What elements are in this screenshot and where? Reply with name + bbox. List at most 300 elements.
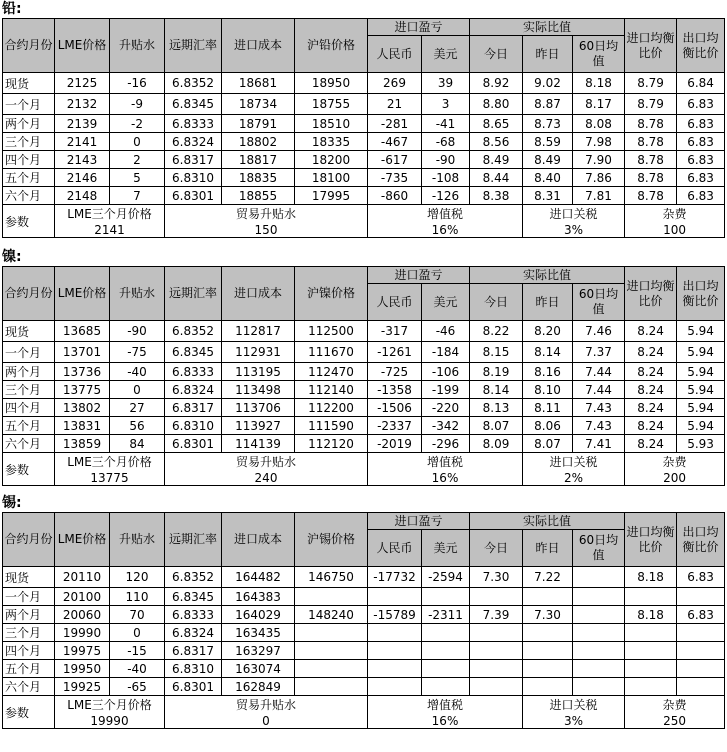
param-trade-premium-value: 240 (165, 470, 368, 486)
param-vat-label: 增值税 (368, 453, 523, 471)
table-cell: 13831 (55, 417, 110, 435)
col-rmb: 人民币 (368, 530, 422, 567)
col-usd: 美元 (422, 284, 470, 321)
col-yesterday: 昨日 (523, 36, 573, 73)
param-lme3m-value: 19990 (55, 713, 165, 729)
table-cell: 13685 (55, 321, 110, 342)
table-cell: 111590 (295, 417, 368, 435)
param-trade-premium-label: 贸易升贴水 (165, 453, 368, 471)
table-cell: 8.79 (625, 94, 677, 115)
table-cell: 39 (422, 73, 470, 94)
table-cell: 164029 (222, 606, 295, 624)
table-cell: -2337 (368, 417, 422, 435)
table-cell: 5.94 (677, 399, 725, 417)
table-cell: 6.8333 (165, 606, 222, 624)
col-actual-ratio: 实际比值 (470, 19, 625, 36)
col-export-parity: 出口均衡比价 (677, 513, 725, 567)
table-cell: 8.79 (625, 73, 677, 94)
table-cell: 7.46 (573, 321, 625, 342)
table-cell: -40 (110, 660, 165, 678)
param-misc-label: 杂费 (625, 696, 725, 714)
table-cell: -860 (368, 187, 422, 205)
table-cell: 5.94 (677, 381, 725, 399)
col-forward-rate: 远期汇率 (165, 513, 222, 567)
row-contract-month: 三个月 (3, 133, 55, 151)
table-cell (295, 624, 368, 642)
col-contract: 合约月份 (3, 19, 55, 73)
param-trade-premium-value: 0 (165, 713, 368, 729)
table-cell: -17732 (368, 567, 422, 588)
table-cell: 6.8310 (165, 169, 222, 187)
price-table (2, 512, 725, 729)
col-export-parity: 出口均衡比价 (677, 267, 725, 321)
row-contract-month: 四个月 (3, 151, 55, 169)
table-cell: 163435 (222, 624, 295, 642)
table-row (3, 435, 725, 453)
table-cell: 6.83 (677, 115, 725, 133)
table-cell: 3 (422, 94, 470, 115)
row-contract-month: 五个月 (3, 169, 55, 187)
table-row (3, 342, 725, 363)
table-row (3, 567, 725, 588)
table-cell: 18835 (222, 169, 295, 187)
table-cell: 8.07 (523, 435, 573, 453)
table-cell: 8.49 (470, 151, 523, 169)
table-cell: 2139 (55, 115, 110, 133)
table-row (3, 624, 725, 642)
table-cell: 6.83 (677, 187, 725, 205)
table-cell: 2146 (55, 169, 110, 187)
row-contract-month: 现货 (3, 321, 55, 342)
params-label: 参数 (3, 205, 55, 238)
table-cell: -2311 (422, 606, 470, 624)
table-cell: 6.8301 (165, 435, 222, 453)
table-cell (677, 660, 725, 678)
table-cell: 8.24 (625, 381, 677, 399)
col-import-parity: 进口均衡比价 (625, 513, 677, 567)
row-contract-month: 现货 (3, 73, 55, 94)
table-row (3, 642, 725, 660)
table-cell (573, 588, 625, 606)
param-misc-value: 100 (625, 222, 725, 238)
table-cell: 8.87 (523, 94, 573, 115)
table-cell: 0 (110, 624, 165, 642)
table-cell: 6.8317 (165, 642, 222, 660)
table-cell: 8.59 (523, 133, 573, 151)
table-cell: 6.8324 (165, 624, 222, 642)
table-cell: 8.73 (523, 115, 573, 133)
table-cell: 6.83 (677, 151, 725, 169)
table-cell: 18755 (295, 94, 368, 115)
table-cell: 8.40 (523, 169, 573, 187)
table-cell: 112817 (222, 321, 295, 342)
table-cell: -220 (422, 399, 470, 417)
table-cell: 70 (110, 606, 165, 624)
table-cell: 113498 (222, 381, 295, 399)
table-cell: 18791 (222, 115, 295, 133)
table-row (3, 115, 725, 133)
table-cell: 13736 (55, 363, 110, 381)
table-cell: 18200 (295, 151, 368, 169)
table-cell (523, 660, 573, 678)
table-cell (470, 678, 523, 696)
table-cell: -15789 (368, 606, 422, 624)
col-lme-price: LME价格 (55, 513, 110, 567)
col-contract: 合约月份 (3, 513, 55, 567)
table-row (3, 169, 725, 187)
table-cell: 6.8310 (165, 660, 222, 678)
table-cell: 6.8317 (165, 399, 222, 417)
metal-section-0 (0, 0, 727, 238)
param-misc-value: 250 (625, 713, 725, 729)
table-cell: 19925 (55, 678, 110, 696)
table-cell: 8.13 (470, 399, 523, 417)
table-cell: 8.31 (523, 187, 573, 205)
param-misc-label: 杂费 (625, 205, 725, 223)
table-cell: 8.44 (470, 169, 523, 187)
table-cell: 5 (110, 169, 165, 187)
table-cell: 7.30 (523, 606, 573, 624)
param-lme3m-label: LME三个月价格 (55, 205, 165, 223)
param-vat-value: 16% (368, 713, 523, 729)
col-avg60: 60日均值 (573, 284, 625, 321)
price-table (2, 18, 725, 238)
table-cell (422, 642, 470, 660)
metal-title: 锡: (2, 495, 22, 511)
table-cell: 6.8324 (165, 133, 222, 151)
table-cell: 7.98 (573, 133, 625, 151)
table-cell (625, 660, 677, 678)
table-cell: 5.94 (677, 342, 725, 363)
table-cell (625, 624, 677, 642)
table-cell: -41 (422, 115, 470, 133)
table-cell (368, 624, 422, 642)
table-cell: 164383 (222, 588, 295, 606)
table-cell: 6.84 (677, 73, 725, 94)
table-cell: 162849 (222, 678, 295, 696)
table-cell: -90 (110, 321, 165, 342)
table-cell (573, 678, 625, 696)
row-contract-month: 六个月 (3, 435, 55, 453)
col-import-cost: 进口成本 (222, 19, 295, 73)
table-cell: 8.20 (523, 321, 573, 342)
table-cell: 6.8345 (165, 94, 222, 115)
table-cell: 7.81 (573, 187, 625, 205)
table-cell (422, 588, 470, 606)
table-cell (368, 678, 422, 696)
table-cell: 8.18 (573, 73, 625, 94)
table-cell (677, 678, 725, 696)
table-cell: 18100 (295, 169, 368, 187)
param-trade-premium-value: 150 (165, 222, 368, 238)
params-label: 参数 (3, 453, 55, 486)
table-cell: 18510 (295, 115, 368, 133)
table-cell: 5.94 (677, 321, 725, 342)
col-today: 今日 (470, 36, 523, 73)
table-cell: 112470 (295, 363, 368, 381)
table-cell: 7.44 (573, 381, 625, 399)
table-cell (523, 642, 573, 660)
table-cell: 8.18 (625, 606, 677, 624)
table-cell: 8.78 (625, 169, 677, 187)
param-misc-label: 杂费 (625, 453, 725, 471)
table-cell: 6.8345 (165, 342, 222, 363)
col-today: 今日 (470, 530, 523, 567)
table-cell: 8.24 (625, 435, 677, 453)
table-cell: -2594 (422, 567, 470, 588)
table-cell: -317 (368, 321, 422, 342)
param-import-tariff-value: 2% (523, 470, 625, 486)
table-cell: 7.39 (470, 606, 523, 624)
col-sh-price: 沪镍价格 (295, 267, 368, 321)
table-cell: 6.8333 (165, 363, 222, 381)
table-cell: 8.06 (523, 417, 573, 435)
table-cell: 112120 (295, 435, 368, 453)
table-row (3, 660, 725, 678)
table-cell: 0 (110, 381, 165, 399)
table-cell: 21 (368, 94, 422, 115)
table-cell (470, 660, 523, 678)
table-cell: 8.80 (470, 94, 523, 115)
table-cell: 7.90 (573, 151, 625, 169)
table-cell: 114139 (222, 435, 295, 453)
table-row (3, 363, 725, 381)
table-cell (573, 606, 625, 624)
param-vat-value: 16% (368, 222, 523, 238)
col-avg60: 60日均值 (573, 530, 625, 567)
table-cell: 8.78 (625, 133, 677, 151)
table-cell: 112200 (295, 399, 368, 417)
table-cell: 7.30 (470, 567, 523, 588)
table-cell: -2019 (368, 435, 422, 453)
table-cell: 7.37 (573, 342, 625, 363)
col-contract: 合约月份 (3, 267, 55, 321)
table-cell: 18734 (222, 94, 295, 115)
table-row (3, 678, 725, 696)
table-cell: 2 (110, 151, 165, 169)
table-cell: 7.41 (573, 435, 625, 453)
col-premium: 升贴水 (110, 513, 165, 567)
table-cell: 6.83 (677, 133, 725, 151)
table-cell (523, 678, 573, 696)
table-row (3, 588, 725, 606)
table-cell: -75 (110, 342, 165, 363)
table-cell: 6.8352 (165, 321, 222, 342)
row-contract-month: 两个月 (3, 606, 55, 624)
table-cell: 6.83 (677, 567, 725, 588)
table-cell (368, 588, 422, 606)
table-cell: 18802 (222, 133, 295, 151)
col-rmb: 人民币 (368, 284, 422, 321)
table-cell: 5.93 (677, 435, 725, 453)
table-row (3, 321, 725, 342)
table-cell: 8.38 (470, 187, 523, 205)
table-cell: 6.8301 (165, 678, 222, 696)
col-import-parity: 进口均衡比价 (625, 267, 677, 321)
table-cell: -199 (422, 381, 470, 399)
param-import-tariff-value: 3% (523, 713, 625, 729)
table-cell: 8.22 (470, 321, 523, 342)
table-cell (368, 642, 422, 660)
table-row (3, 417, 725, 435)
table-cell (625, 588, 677, 606)
table-cell (295, 678, 368, 696)
table-cell: 8.14 (470, 381, 523, 399)
table-cell (677, 642, 725, 660)
col-import-pl: 进口盈亏 (368, 19, 470, 36)
table-cell: 19975 (55, 642, 110, 660)
row-contract-month: 四个月 (3, 642, 55, 660)
table-cell: 148240 (295, 606, 368, 624)
table-cell: 2148 (55, 187, 110, 205)
table-cell: -108 (422, 169, 470, 187)
table-row (3, 151, 725, 169)
table-cell: 8.10 (523, 381, 573, 399)
table-cell: -467 (368, 133, 422, 151)
table-cell: 8.56 (470, 133, 523, 151)
table-cell: 6.83 (677, 169, 725, 187)
table-cell: 6.8324 (165, 381, 222, 399)
table-cell: -68 (422, 133, 470, 151)
param-lme3m-value: 13775 (55, 470, 165, 486)
metal-title: 镍: (2, 249, 22, 265)
row-contract-month: 三个月 (3, 381, 55, 399)
table-cell: 8.07 (470, 417, 523, 435)
table-cell (470, 624, 523, 642)
table-cell (625, 642, 677, 660)
table-cell: 20110 (55, 567, 110, 588)
table-cell: 19950 (55, 660, 110, 678)
col-premium: 升贴水 (110, 19, 165, 73)
row-contract-month: 六个月 (3, 187, 55, 205)
table-cell: 8.78 (625, 187, 677, 205)
params-label: 参数 (3, 696, 55, 729)
table-cell: 163297 (222, 642, 295, 660)
table-cell: -184 (422, 342, 470, 363)
table-cell (573, 642, 625, 660)
table-cell: 120 (110, 567, 165, 588)
table-cell: 6.8333 (165, 115, 222, 133)
table-cell: 13701 (55, 342, 110, 363)
table-cell: 17995 (295, 187, 368, 205)
table-cell (523, 588, 573, 606)
table-cell: 269 (368, 73, 422, 94)
table-cell: 6.8301 (165, 187, 222, 205)
table-cell (422, 678, 470, 696)
table-cell (422, 624, 470, 642)
metal-title: 铅: (2, 1, 22, 17)
row-contract-month: 一个月 (3, 94, 55, 115)
col-actual-ratio: 实际比值 (470, 513, 625, 530)
col-lme-price: LME价格 (55, 267, 110, 321)
table-cell: 113706 (222, 399, 295, 417)
table-cell: -617 (368, 151, 422, 169)
table-cell: 13802 (55, 399, 110, 417)
param-lme3m-label: LME三个月价格 (55, 453, 165, 471)
row-contract-month: 三个月 (3, 624, 55, 642)
table-cell: 8.17 (573, 94, 625, 115)
table-cell: 6.8345 (165, 588, 222, 606)
param-trade-premium-label: 贸易升贴水 (165, 205, 368, 223)
table-cell: 110 (110, 588, 165, 606)
table-cell: 7 (110, 187, 165, 205)
col-yesterday: 昨日 (523, 284, 573, 321)
param-import-tariff-label: 进口关税 (523, 453, 625, 471)
table-cell: -65 (110, 678, 165, 696)
table-cell: 8.14 (523, 342, 573, 363)
table-cell (295, 642, 368, 660)
table-cell: 6.83 (677, 606, 725, 624)
param-import-tariff-label: 进口关税 (523, 696, 625, 714)
table-cell (677, 588, 725, 606)
row-contract-month: 现货 (3, 567, 55, 588)
table-cell (677, 624, 725, 642)
table-cell: -342 (422, 417, 470, 435)
table-cell: 8.24 (625, 342, 677, 363)
table-cell (573, 660, 625, 678)
table-cell: 20060 (55, 606, 110, 624)
table-row (3, 94, 725, 115)
row-contract-month: 一个月 (3, 588, 55, 606)
row-contract-month: 六个月 (3, 678, 55, 696)
table-cell: 18681 (222, 73, 295, 94)
table-cell: 6.83 (677, 94, 725, 115)
table-row (3, 73, 725, 94)
table-cell: 18855 (222, 187, 295, 205)
table-cell: 7.44 (573, 363, 625, 381)
table-cell: -1261 (368, 342, 422, 363)
col-usd: 美元 (422, 36, 470, 73)
col-import-parity: 进口均衡比价 (625, 19, 677, 73)
table-cell: 8.24 (625, 321, 677, 342)
table-cell: -46 (422, 321, 470, 342)
param-trade-premium-label: 贸易升贴水 (165, 696, 368, 714)
table-cell: 8.24 (625, 363, 677, 381)
table-cell: 0 (110, 133, 165, 151)
table-cell: 6.8352 (165, 73, 222, 94)
table-cell: 112140 (295, 381, 368, 399)
table-cell: -106 (422, 363, 470, 381)
table-cell: -1506 (368, 399, 422, 417)
col-today: 今日 (470, 284, 523, 321)
col-premium: 升贴水 (110, 267, 165, 321)
table-cell: 19990 (55, 624, 110, 642)
table-cell (523, 624, 573, 642)
table-cell: 8.08 (573, 115, 625, 133)
table-cell: 164482 (222, 567, 295, 588)
table-cell: 7.43 (573, 417, 625, 435)
table-cell: 6.8310 (165, 417, 222, 435)
param-vat-label: 增值税 (368, 205, 523, 223)
table-cell: 8.18 (625, 567, 677, 588)
row-contract-month: 两个月 (3, 363, 55, 381)
table-cell: 2132 (55, 94, 110, 115)
table-cell: 2141 (55, 133, 110, 151)
metal-section-1 (0, 248, 727, 486)
table-cell (470, 642, 523, 660)
table-cell: 18817 (222, 151, 295, 169)
table-cell: 7.43 (573, 399, 625, 417)
col-import-cost: 进口成本 (222, 513, 295, 567)
table-cell: 113927 (222, 417, 295, 435)
table-cell: 8.65 (470, 115, 523, 133)
table-cell (422, 660, 470, 678)
table-cell: 8.16 (523, 363, 573, 381)
col-sh-price: 沪锡价格 (295, 513, 368, 567)
table-row (3, 187, 725, 205)
col-export-parity: 出口均衡比价 (677, 19, 725, 73)
table-cell: -126 (422, 187, 470, 205)
